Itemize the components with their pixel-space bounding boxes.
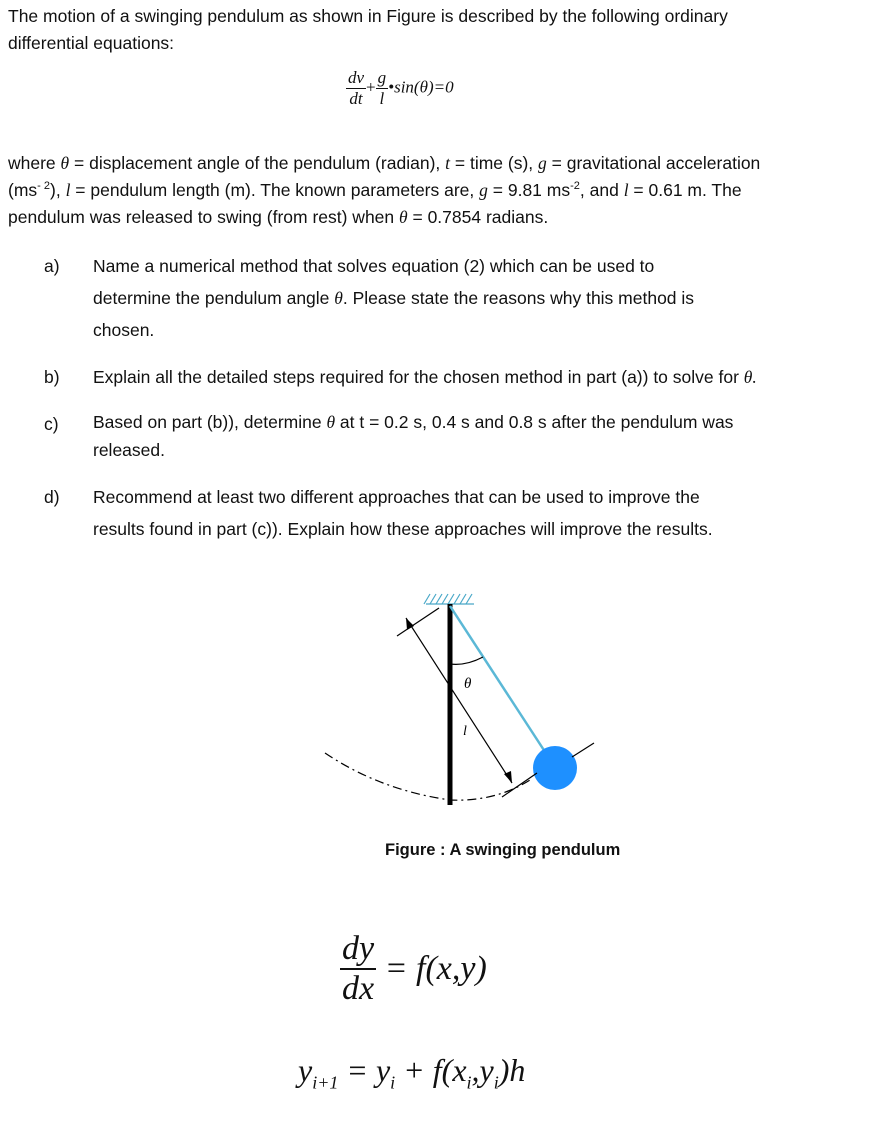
angle-arc xyxy=(450,657,483,664)
question-b-text xyxy=(93,361,883,393)
text: = 0.7854 radians. xyxy=(407,207,549,227)
equation-1 xyxy=(346,68,454,109)
equation-3 xyxy=(298,1052,526,1093)
eq3-subscript: i+1 xyxy=(312,1072,339,1093)
eq3-subscript: i xyxy=(390,1072,396,1093)
eq2-dy: dy xyxy=(340,930,376,970)
where-line-2 xyxy=(8,180,742,201)
eq2-dx: dx xyxy=(342,970,375,1007)
eq3-part: )h xyxy=(498,1052,526,1088)
text: = displacement angle of the pendulum (radian), xyxy=(69,153,446,173)
eq3-subscript: i xyxy=(466,1072,472,1093)
text: (ms xyxy=(8,180,38,200)
theta-symbol: θ xyxy=(334,288,343,308)
equation-2 xyxy=(340,930,487,1008)
question-a-label: a) xyxy=(44,256,60,276)
text: = pendulum length (m). The known parameters are, xyxy=(70,180,480,200)
question-c-label: c) xyxy=(44,414,59,434)
l-symbol: l xyxy=(623,180,629,200)
superscript: - 2 xyxy=(37,180,50,193)
text: = 0.61 m. The xyxy=(628,180,742,200)
text: Recommend at least two different approaches that can be used to improve the xyxy=(93,487,700,507)
where-line-1 xyxy=(8,153,760,174)
swing-path xyxy=(325,753,530,800)
text: released. xyxy=(93,440,165,460)
ceiling-hatch xyxy=(424,594,474,604)
question-d-label: d) xyxy=(44,487,60,507)
eq1-dv: dv xyxy=(348,68,365,87)
g-symbol: g xyxy=(538,153,547,173)
text: , and xyxy=(579,180,624,200)
l-symbol: l xyxy=(65,180,71,200)
theta-label: θ xyxy=(464,676,472,692)
text: pendulum was released to swing (from rest) when xyxy=(8,207,400,227)
eq3-part: + f(x xyxy=(395,1052,467,1088)
text: Explain all the detailed steps required for the chosen method in part (a)) to solve for xyxy=(93,367,744,387)
pendulum-bob xyxy=(533,746,577,790)
superscript: -2 xyxy=(570,180,580,193)
text xyxy=(93,408,883,436)
text: Name a numerical method that solves equation (2) which can be used to xyxy=(93,256,655,276)
eq3-part: y xyxy=(375,1052,391,1088)
text xyxy=(93,282,883,314)
eq1-plus: + xyxy=(366,77,376,97)
eq1-dt: dt xyxy=(349,89,363,108)
where-line-3 xyxy=(8,207,548,228)
intro-line-1: The motion of a swinging pendulum as shown in Figure is described by the following ordinary xyxy=(8,6,728,26)
eq1-l: l xyxy=(379,89,385,108)
eq1-g: g xyxy=(377,68,387,87)
theta-symbol: θ. xyxy=(743,367,757,387)
theta-symbol: θ xyxy=(60,153,70,173)
text: = time (s), xyxy=(450,153,539,173)
figure-caption: Figure : A swinging pendulum xyxy=(385,841,621,859)
question-d-text xyxy=(93,481,883,545)
g-symbol: g xyxy=(479,180,488,200)
text: chosen. xyxy=(93,320,155,340)
eq2-rhs: = f(x,y) xyxy=(384,950,487,987)
text: = 9.81 ms xyxy=(487,180,571,200)
length-label: l xyxy=(463,724,467,739)
question-b-label: b) xyxy=(44,367,60,387)
pendulum-figure xyxy=(300,580,620,820)
text: ), xyxy=(50,180,66,200)
theta-symbol: θ xyxy=(326,412,336,432)
text: . Please state the reasons why this method is xyxy=(342,288,695,308)
text: determine the pendulum angle xyxy=(93,288,335,308)
eq1-rest: •sin(θ)=0 xyxy=(388,77,454,97)
text: Based on part (b)), determine xyxy=(93,412,327,432)
text: at t = 0.2 s, 0.4 s and 0.8 s after the pendulum was xyxy=(335,412,734,432)
eq3-part: = xyxy=(338,1052,376,1088)
intro-line-2: differential equations: xyxy=(8,33,175,53)
question-c-text xyxy=(93,408,883,464)
tangent-mark xyxy=(572,743,594,757)
question-a-text xyxy=(93,250,883,346)
t-symbol: t xyxy=(445,153,451,173)
eq3-subscript: i xyxy=(493,1072,499,1093)
text: = gravitational acceleration xyxy=(546,153,761,173)
eq3-part: y xyxy=(298,1052,313,1088)
theta-symbol: θ xyxy=(399,207,408,227)
length-dimension-line xyxy=(406,618,512,783)
text: where xyxy=(8,153,61,173)
eq3-part: ,y xyxy=(471,1052,494,1088)
text: results found in part (c)). Explain how these approaches will improve the results. xyxy=(93,519,713,539)
